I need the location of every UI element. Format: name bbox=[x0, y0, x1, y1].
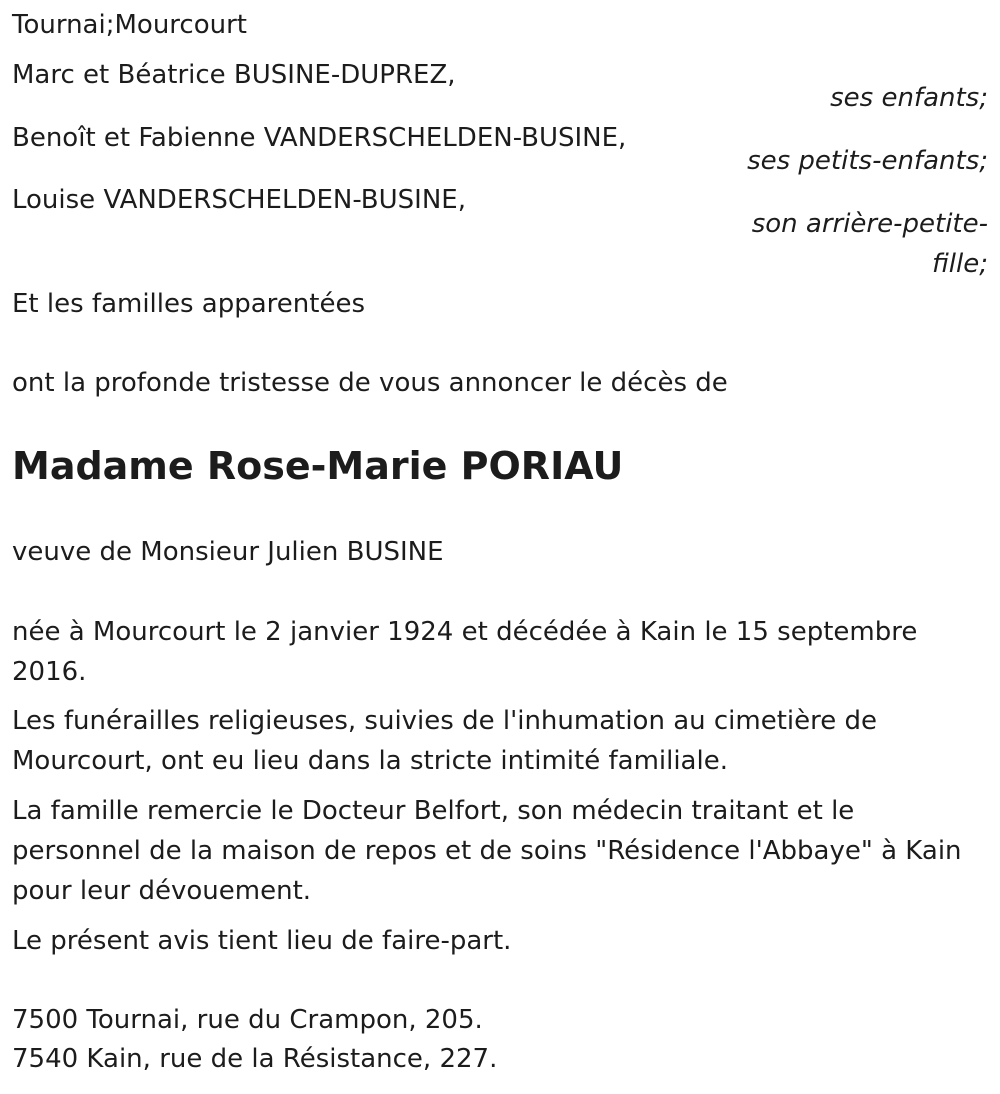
birth-death-paragraph: née à Mourcourt le 2 janvier 1924 et décédée à Kain le 15 septembre 2016. bbox=[12, 617, 918, 687]
thanks-paragraph: La famille remercie le Docteur Belfort, son médecin traitant et le personnel de la maison de repos et de soins "Résidence l'Abbaye" à Kain pour leur dévouement. bbox=[12, 796, 962, 906]
location-heading: Tournai;Mourcourt bbox=[12, 10, 247, 40]
family-names-great-granddaughter: Louise VANDERSCHELDEN-BUSINE, bbox=[12, 185, 466, 215]
announcement-line: ont la profonde tristesse de vous annoncer le décès de bbox=[12, 368, 728, 398]
family-relation-great-granddaughter-line1: son arrière-petite- bbox=[751, 209, 988, 239]
family-relation-children: ses enfants; bbox=[830, 83, 988, 113]
widow-of-line: veuve de Monsieur Julien BUSINE bbox=[12, 537, 444, 567]
deceased-name: Madame Rose-Marie PORIAU bbox=[12, 444, 624, 488]
related-families-line: Et les familles apparentées bbox=[12, 289, 366, 319]
address-tournai: 7500 Tournai, rue du Crampon, 205. bbox=[12, 1005, 483, 1035]
family-relation-great-granddaughter-line2: fille; bbox=[932, 249, 988, 279]
notice-line: Le présent avis tient lieu de faire-part. bbox=[12, 926, 512, 956]
family-relation-grandchildren: ses petits-enfants; bbox=[747, 146, 988, 176]
funeral-paragraph: Les funérailles religieuses, suivies de l'inhumation au cimetière de Mourcourt, ont eu lieu dans la stricte intimité familiale. bbox=[12, 706, 878, 776]
family-names-children: Marc et Béatrice BUSINE-DUPREZ, bbox=[12, 60, 456, 90]
family-names-grandchildren: Benoît et Fabienne VANDERSCHELDEN-BUSINE, bbox=[12, 123, 627, 153]
address-kain: 7540 Kain, rue de la Résistance, 227. bbox=[12, 1044, 498, 1074]
